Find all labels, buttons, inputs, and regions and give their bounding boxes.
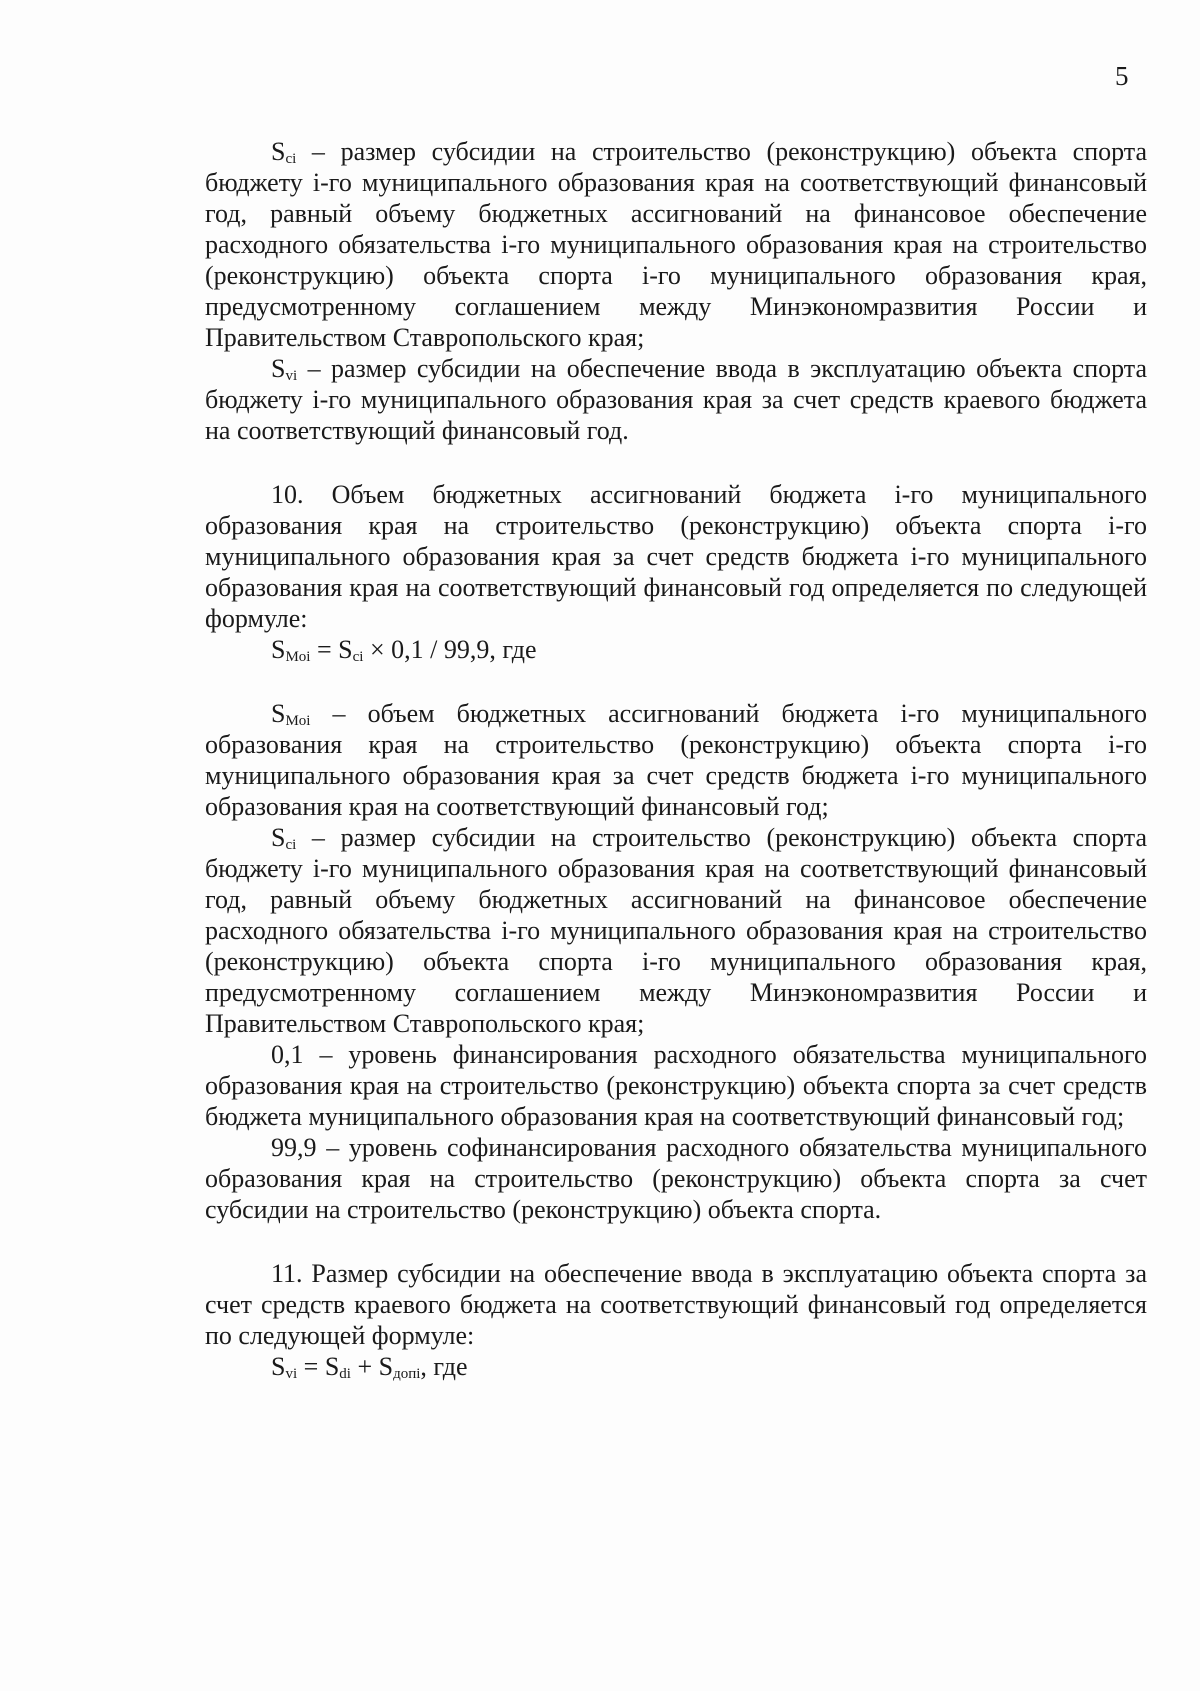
- formula-s-moi: $S_{Moi} = S_{ci} \times 0,1 / 99,9$, где: [271, 635, 537, 665]
- symbol: $S_{Moi}$: [271, 699, 311, 729]
- definition-99-9: 99,9 – уровень софинансирования расходного обязательства муниципального образования края на строительство (реконструкцию) объекта спорта за счет субсидии на строительство (реконструкцию) объекта спорта.: [205, 1133, 1147, 1224]
- definition-s-ci: $S_{ci}$ – размер субсидии на строительство (реконструкцию) объекта спорта бюджету i-го муниципального образования края на соответствующий финансовый год, равный объему бюджетных ассигнований на финансовое обеспечение расходного обязательства i-го муниципального образования края на строительство (реконструкцию) объекта спорта i-го муниципального образования края, предусмотренному соглашением между Минэкономразвития России и Правительством Ставропольского края;: [205, 137, 1147, 352]
- definition-s-vi: $S_{vi}$ – размер субсидии на обеспечение ввода в эксплуатацию объекта спорта бюджету i-го муниципального образования края за счет средств краевого бюджета на соответствующий финансовый год.: [205, 354, 1147, 445]
- definition-s-ci-repeat: $S_{ci}$ – размер субсидии на строительство (реконструкцию) объекта спорта бюджету i-го муниципального образования края на соответствующий финансовый год, равный объему бюджетных ассигнований на финансовое обеспечение расходного обязательства i-го муниципального образования края на строительство (реконструкцию) объекта спорта i-го муниципального образования края, предусмотренному соглашением между Минэкономразвития России и Правительством Ставропольского края;: [205, 823, 1147, 1038]
- clause-11: 11. Размер субсидии на обеспечение ввода в эксплуатацию объекта спорта за счет средств краевого бюджета на соответствующий финансовый год определяется по следующей формуле:: [205, 1259, 1147, 1350]
- definition-s-moi: $S_{Moi}$ – объем бюджетных ассигнований бюджета i-го муниципального образования края на строительство (реконструкцию) объекта спорта i-го муниципального образования края за счет средств бюджета i-го муниципального образования края на соответствующий финансовый год;: [205, 699, 1147, 821]
- formula-s-vi: $S_{vi} = S_{di} + S_{допi}$, где: [271, 1352, 468, 1382]
- document-body: [205, 136, 1147, 1382]
- definition-0-1: 0,1 – уровень финансирования расходного обязательства муниципального образования края на строительство (реконструкцию) объекта спорта за счет средств бюджета муниципального образования края на соответствующий финансовый год;: [205, 1040, 1147, 1131]
- page-number: 5: [1115, 61, 1129, 91]
- clause-10: 10. Объем бюджетных ассигнований бюджета i-го муниципального образования края на строительство (реконструкцию) объекта спорта i-го муниципального образования края за счет средств бюджета i-го муниципального образования края на соответствующий финансовый год определяется по следующей формуле:: [205, 480, 1147, 633]
- symbol: $S_{ci}$: [271, 823, 297, 853]
- symbol: $S_{vi}$: [271, 354, 298, 384]
- symbol: $S_{ci}$: [271, 137, 297, 167]
